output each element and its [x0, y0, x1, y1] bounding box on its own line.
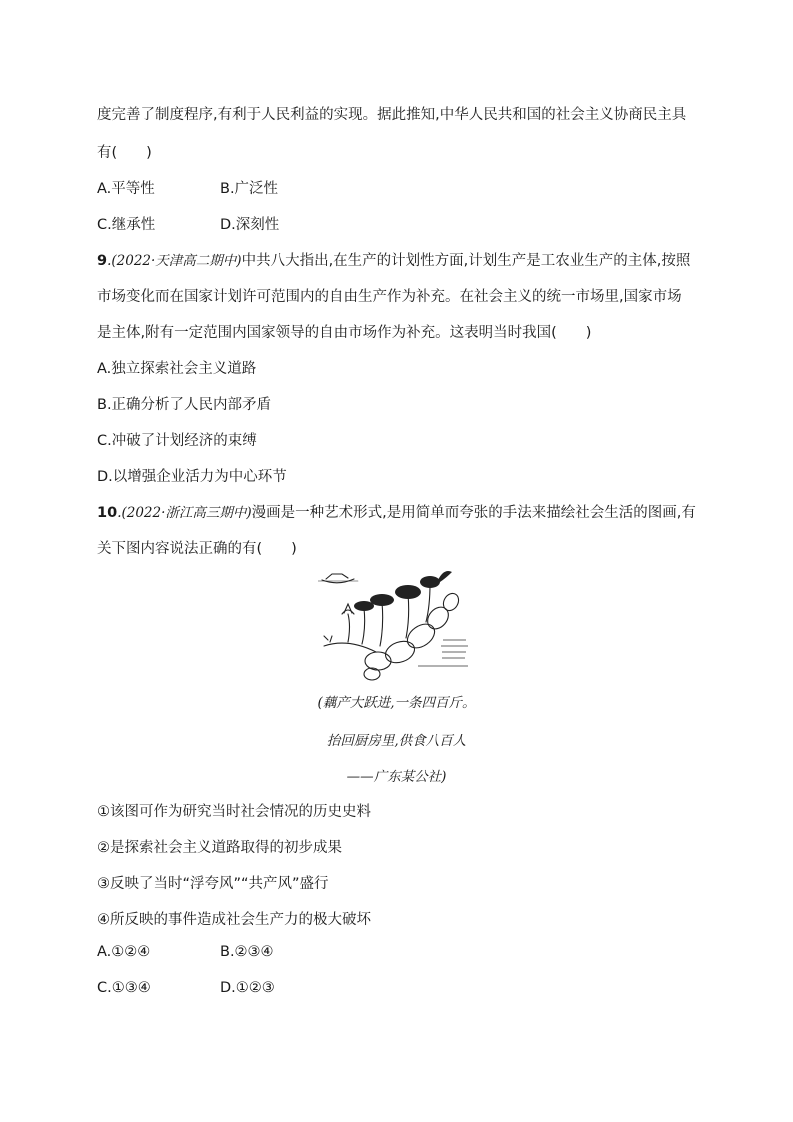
- q8-option-b: B.广泛性: [220, 181, 279, 197]
- lotus-root-cartoon: [318, 566, 476, 686]
- q9-number: 9: [97, 253, 108, 269]
- cartoon-caption-line2: 抬回厨房里,供食八百人: [326, 733, 467, 749]
- q10-statement-4: ④所反映的事件造成社会生产力的极大破坏: [97, 912, 371, 928]
- q8-text-line1: 度完善了制度程序,有利于人民利益的实现。据此推知,中华人民共和国的社会主义协商民主具: [97, 107, 687, 123]
- q9-option-d: D.以增强企业活力为中心环节: [97, 469, 287, 485]
- q8-option-a: A.平等性: [97, 181, 155, 197]
- q10-option-d: D.①②③: [220, 980, 275, 996]
- q9-option-b: B.正确分析了人民内部矛盾: [97, 397, 272, 413]
- q10-stem-line2: 关下图内容说法正确的有( ): [97, 541, 297, 557]
- q10-stem-line1: [97, 501, 696, 522]
- q9-stem-line3: 是主体,附有一定范围内国家领导的自由市场作为补充。这表明当时我国( ): [97, 325, 592, 341]
- q9-option-a: A.独立探索社会主义道路: [97, 361, 257, 377]
- q10-source: .(2022·浙江高三期中): [117, 505, 252, 521]
- q10-statement-3: ③反映了当时“浮夸风”“共产风”盛行: [97, 876, 329, 892]
- q10-option-a: A.①②④: [97, 944, 151, 960]
- q10-stem-text1: 漫画是一种艺术形式,是用简单而夸张的手法来描绘社会生活的图画,有: [251, 505, 696, 521]
- q10-option-b: B.②③④: [220, 944, 274, 960]
- q9-option-c: C.冲破了计划经济的束缚: [97, 433, 257, 449]
- q10-statement-1: ①该图可作为研究当时社会情况的历史史料: [97, 804, 371, 820]
- q9-stem-line1: [97, 249, 690, 270]
- q10-statement-2: ②是探索社会主义道路取得的初步成果: [97, 840, 342, 856]
- cartoon-caption-line1: (藕产大跃进,一条四百斤。: [317, 695, 476, 711]
- q9-stem-text1: 中共八大指出,在生产的计划性方面,计划生产是工农业生产的主体,按照: [241, 253, 691, 269]
- q8-option-c: C.继承性: [97, 217, 156, 233]
- q8-option-d: D.深刻性: [220, 217, 280, 233]
- q9-stem-line2: 市场变化而在国家计划许可范围内的自由生产作为补充。在社会主义的统一市场里,国家市场: [97, 289, 682, 305]
- q9-source: .(2022·天津高二期中): [107, 253, 242, 269]
- q10-option-c: C.①③④: [97, 980, 151, 996]
- q10-number: 10: [97, 505, 118, 521]
- cartoon-caption-line3: ——广东某公社): [346, 769, 447, 785]
- q8-text-line2: 有( ): [97, 145, 152, 161]
